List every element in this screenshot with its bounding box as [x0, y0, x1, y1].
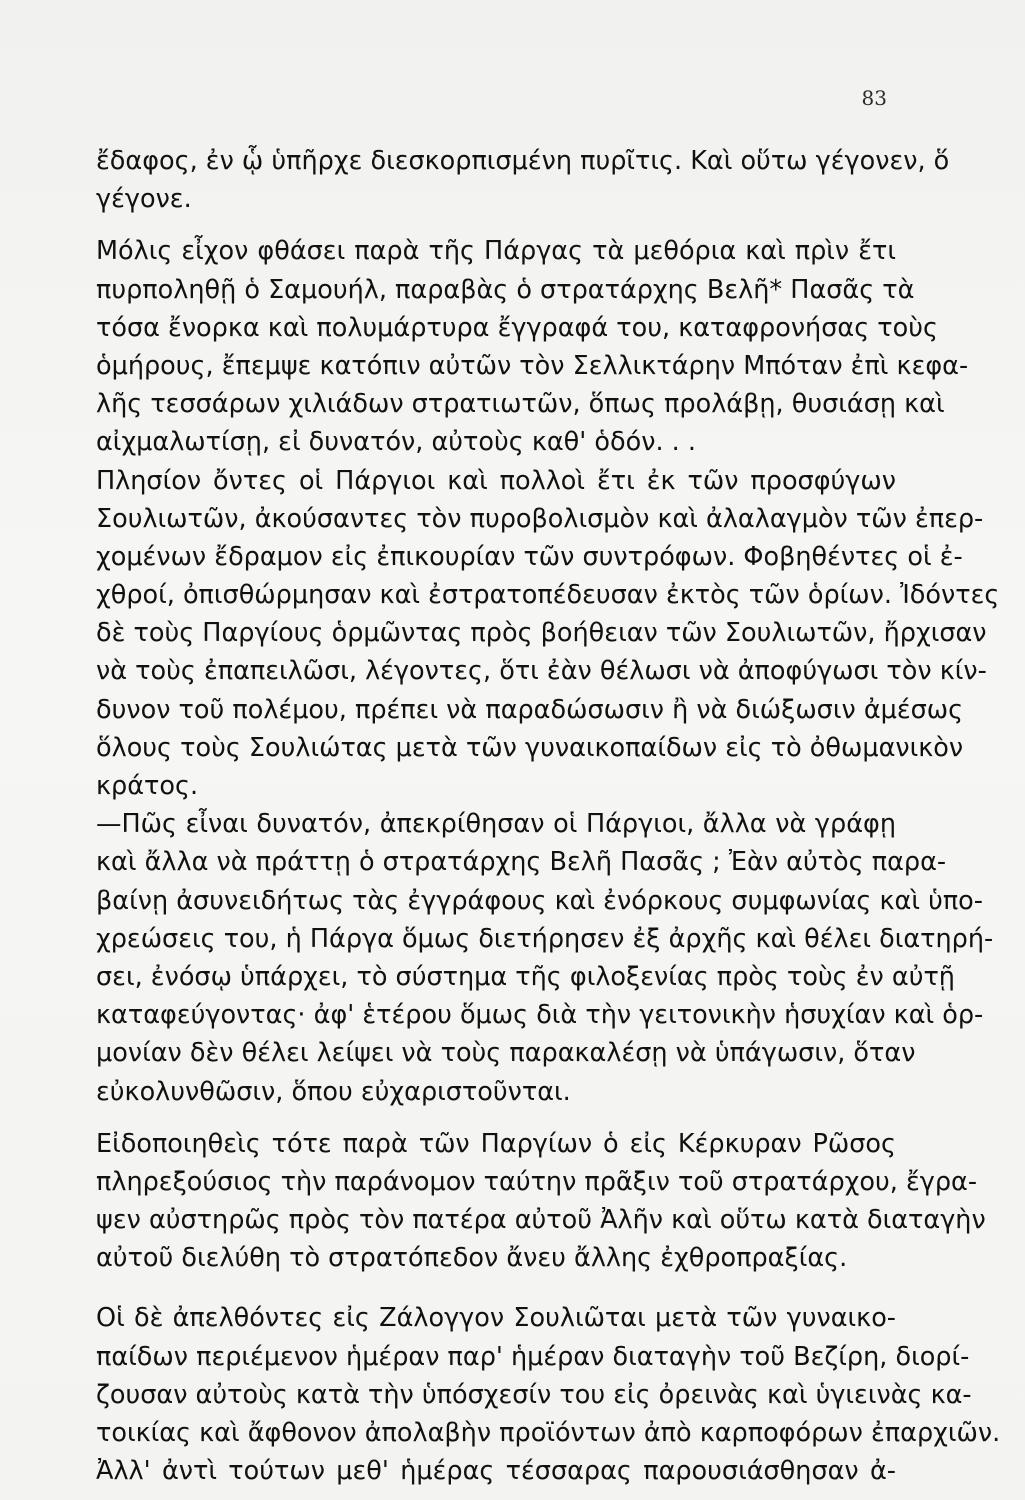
text-line: λῆς τεσσάρων χιλιάδων στρατιωτῶν, ὅπως προλάβῃ, θυσιάσῃ καὶ [96, 389, 945, 420]
text-line: πληρεξούσιος τὴν παράνομον ταύτην πρᾶξιν τοῦ στρατάρχου, ἔγρα- [96, 1166, 978, 1197]
text-line: αἰχμαλωτίσῃ, εἰ δυνατόν, αὐτοὺς καθ' ὁδόν. . . [96, 427, 696, 458]
text-line: χρεώσεις του, ἡ Πάργα ὅμως διετήρησεν ἐξ ἀρχῆς καὶ θέλει διατηρή- [96, 923, 994, 954]
text-line: ἔδαφος, ἐν ᾧ ὑπῆρχε διεσκορπισμένη πυρῖτις. Καὶ οὕτω γέγονεν, ὅ [96, 146, 950, 176]
text-line: Οἱ δὲ ἀπελθόντες εἰς Ζάλογγον Σουλιῶται μετὰ τῶν γυναικο- [96, 1303, 896, 1334]
text-line: σει, ἐνόσῳ ὑπάρχει, τὸ σύστημα τῆς φιλοξενίας πρὸς τοὺς ἐν αὐτῇ [96, 961, 955, 992]
text-line: πυρποληθῇ ὁ Σαμουήλ, παραβὰς ὁ στρατάρχης Βελῆ* Πασᾶς τὰ [96, 274, 915, 305]
text-line: χθροί, ὀπισθώρμησαν καὶ ἐστρατοπέδευσαν ἐκτὸς τῶν ὁρίων. Ἰδόντες [96, 580, 1000, 611]
text-line: Πλησίον ὄντες οἱ Πάργιοι καὶ πολλοὶ ἔτι ἐκ τῶν προσφύγων [96, 465, 896, 496]
text-line: εὐκολυνθῶσιν, ὅπου εὐχαριστοῦνται. [96, 1076, 571, 1107]
text-line: τόσα ἔνορκα καὶ πολυμάρτυρα ἔγγραφά του, καταφρονήσας τοὺς [96, 312, 938, 343]
text-line: τοικίας καὶ ἄφθονον ἀπολαβὴν προϊόντων ἀπὸ καρποφόρων ἐπαρχιῶν. [96, 1418, 1001, 1448]
text-line: καταφεύγοντας· ἀφ' ἑτέρου ὅμως διὰ τὴν γειτονικὴν ἡσυχίαν καὶ ὁρ- [96, 1000, 984, 1031]
text-line: Εἰδοποιηθεὶς τότε παρὰ τῶν Παργίων ὁ εἰς Κέρκυραν Ρῶσος [96, 1128, 896, 1159]
body-text [96, 142, 1001, 1490]
text-line: ζουσαν αὐτοὺς κατὰ τὴν ὑπόσχεσίν του εἰς ὀρεινὰς καὶ ὑγιεινὰς κα- [96, 1379, 972, 1410]
text-line: ὁμήρους, ἔπεμψε κατόπιν αὐτῶν τὸν Σελλικτάρην Μπόταν ἐπὶ κεφα- [96, 350, 969, 381]
text-line: Μόλις εἶχον φθάσει παρὰ τῆς Πάργας τὰ μεθόρια καὶ πρὶν ἔτι [96, 236, 896, 267]
text-line: καὶ ἄλλα νὰ πράττῃ ὁ στρατάρχης Βελῆ Πασᾶς ; Ἐὰν αὐτὸς παρα- [96, 847, 947, 878]
text-line: ὅλους τοὺς Σουλιώτας μετὰ τῶν γυναικοπαίδων εἰς τὸ ὀθωμανικὸν [96, 732, 964, 763]
text-line: μονίαν δὲν θέλει λείψει νὰ τοὺς παρακαλέσῃ νὰ ὑπάγωσιν, ὅταν [96, 1038, 916, 1069]
text-line: ψεν αὐστηρῶς πρὸς τὸν πατέρα αὐτοῦ Ἀλῆν καὶ οὕτω κατὰ διαταγὴν [96, 1205, 986, 1236]
text-line: δὲ τοὺς Παργίους ὁρμῶντας πρὸς βοήθειαν τῶν Σουλιωτῶν, ἤρχισαν [96, 618, 987, 649]
text-line: αὐτοῦ διελύθη τὸ στρατόπεδον ἄνευ ἄλλης ἐχθροπραξίας. [96, 1243, 848, 1274]
text-line: Σουλιωτῶν, ἀκούσαντες τὸν πυροβολισμὸν καὶ ἀλαλαγμὸν τῶν ἐπερ- [96, 503, 984, 534]
text-line: δυνον τοῦ πολέμου, πρέπει νὰ παραδώσωσιν ἢ νὰ διώξωσιν ἀμέσως [96, 694, 964, 725]
text-line: νὰ τοὺς ἐπαπειλῶσι, λέγοντες, ὅτι ἐὰν θέλωσι νὰ ἀποφύγωσι τὸν κίν- [96, 656, 987, 687]
text-line: κράτος. [96, 771, 199, 801]
page-number: 83 [861, 86, 887, 110]
text-line: παίδων περιέμενον ἡμέραν παρ' ἡμέραν διαταγὴν τοῦ Βεζίρη, διορί- [96, 1341, 970, 1372]
text-line: —Πῶς εἶναι δυνατόν, ἀπεκρίθησαν οἱ Πάργιοι, ἄλλα νὰ γράφῃ [96, 809, 896, 840]
text-line: γέγονε. [96, 184, 192, 215]
text-line: Ἀλλ' ἀντὶ τούτων μεθ' ἡμέρας τέσσαρας παρουσιάσθησαν ἀ- [96, 1456, 896, 1487]
text-line: βαίνῃ ἀσυνειδήτως τὰς ἐγγράφους καὶ ἐνόρκους συμφωνίας καὶ ὑπο- [96, 885, 983, 916]
text-line: χομένων ἔδραμον εἰς ἐπικουρίαν τῶν συντρόφων. Φοβηθέντες οἱ ἐ- [96, 541, 963, 572]
